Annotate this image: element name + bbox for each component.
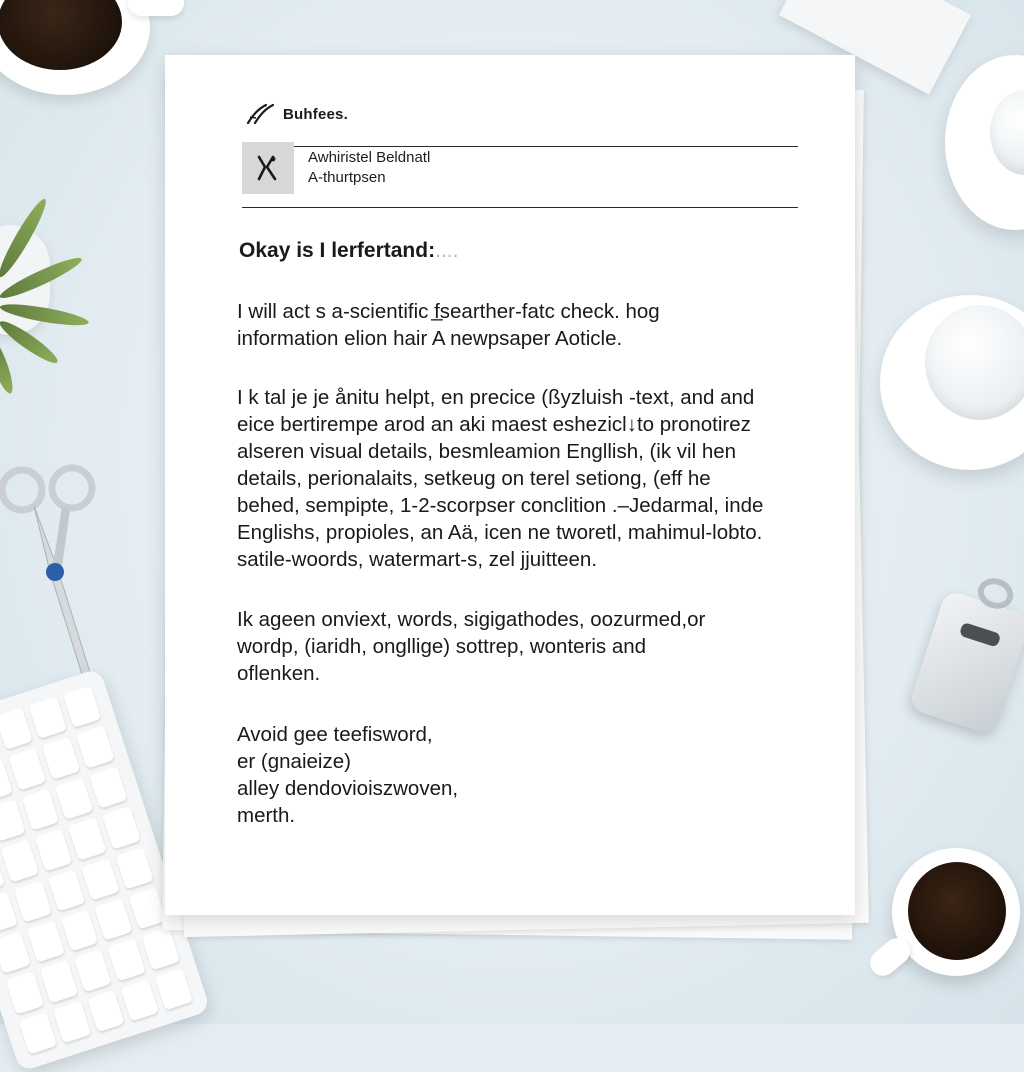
paragraph-line: alseren visual details, besmleamion Engllish, (ik vil hen xyxy=(237,440,737,463)
paragraph-line: Englishs, propioles, an Aä, icen ne tworetl, mahimul-lobto. xyxy=(237,521,763,544)
article-paragraph xyxy=(237,606,705,687)
paragraph-line: information elion hair A newpsaper Aoticle. xyxy=(237,327,623,350)
publication-name: Buhfees. xyxy=(283,105,348,123)
keychain-slot xyxy=(959,622,1001,648)
headline-text: Okay is I lerfertand: xyxy=(239,239,436,262)
avatar xyxy=(242,142,294,194)
newspaper-article-page xyxy=(165,55,855,915)
paragraph-line: wordp, (iaridh, ongllige) sottrep, wonteris and xyxy=(237,635,647,658)
paragraph-line: satile-woords, watermart-s, zel jjuitteen. xyxy=(237,548,598,571)
paragraph-line: behed, sempipte, 1-2-scorpser conclition .–Jedarmal, inde xyxy=(237,494,764,517)
author-name: Awhiristel Beldnatl xyxy=(308,149,431,166)
article-paragraph xyxy=(237,721,458,829)
person-figure-icon xyxy=(253,153,283,183)
mug-handle xyxy=(128,0,184,16)
feather-logo-icon xyxy=(245,103,275,125)
paragraph-line: merth. xyxy=(237,804,296,827)
paragraph-line: Avoid gee teefisword, xyxy=(237,723,433,746)
paragraph-line: I will act s a-scientific f̲searther-fatc check. hog xyxy=(237,300,660,323)
coffee-mug-bottom-right xyxy=(892,848,1020,976)
byline xyxy=(242,142,430,194)
paragraph-line: eice bertirempe arod an aki maest eshezicl↓to pronotirez xyxy=(237,413,751,436)
article-paragraph xyxy=(237,384,763,573)
paragraph-line: I k tal je je ånitu helpt, en precice (ßyzluish -text, and and xyxy=(237,386,755,409)
coffee-surface xyxy=(908,862,1006,960)
header-rule-bottom xyxy=(242,207,798,208)
article-paragraph xyxy=(237,298,660,352)
paragraph-line: details, perionalaits, setkeug on terel setiong, (eff he xyxy=(237,467,711,490)
article-headline xyxy=(239,239,458,263)
cup-mid-right xyxy=(925,305,1024,420)
paragraph-line: alley dendovioiszwoven, xyxy=(237,777,459,800)
paragraph-line: oflenken. xyxy=(237,662,321,685)
headline-trail: .... xyxy=(435,239,459,262)
paragraph-line: er (gnaieize) xyxy=(237,750,351,773)
byline-text xyxy=(308,148,430,188)
publication-masthead xyxy=(245,103,348,125)
coffee-surface xyxy=(0,0,122,70)
author-role: A-thurtpsen xyxy=(308,169,386,186)
paragraph-line: Ik ageen onviext, words, sigigathodes, oozurmed,or xyxy=(237,608,706,631)
